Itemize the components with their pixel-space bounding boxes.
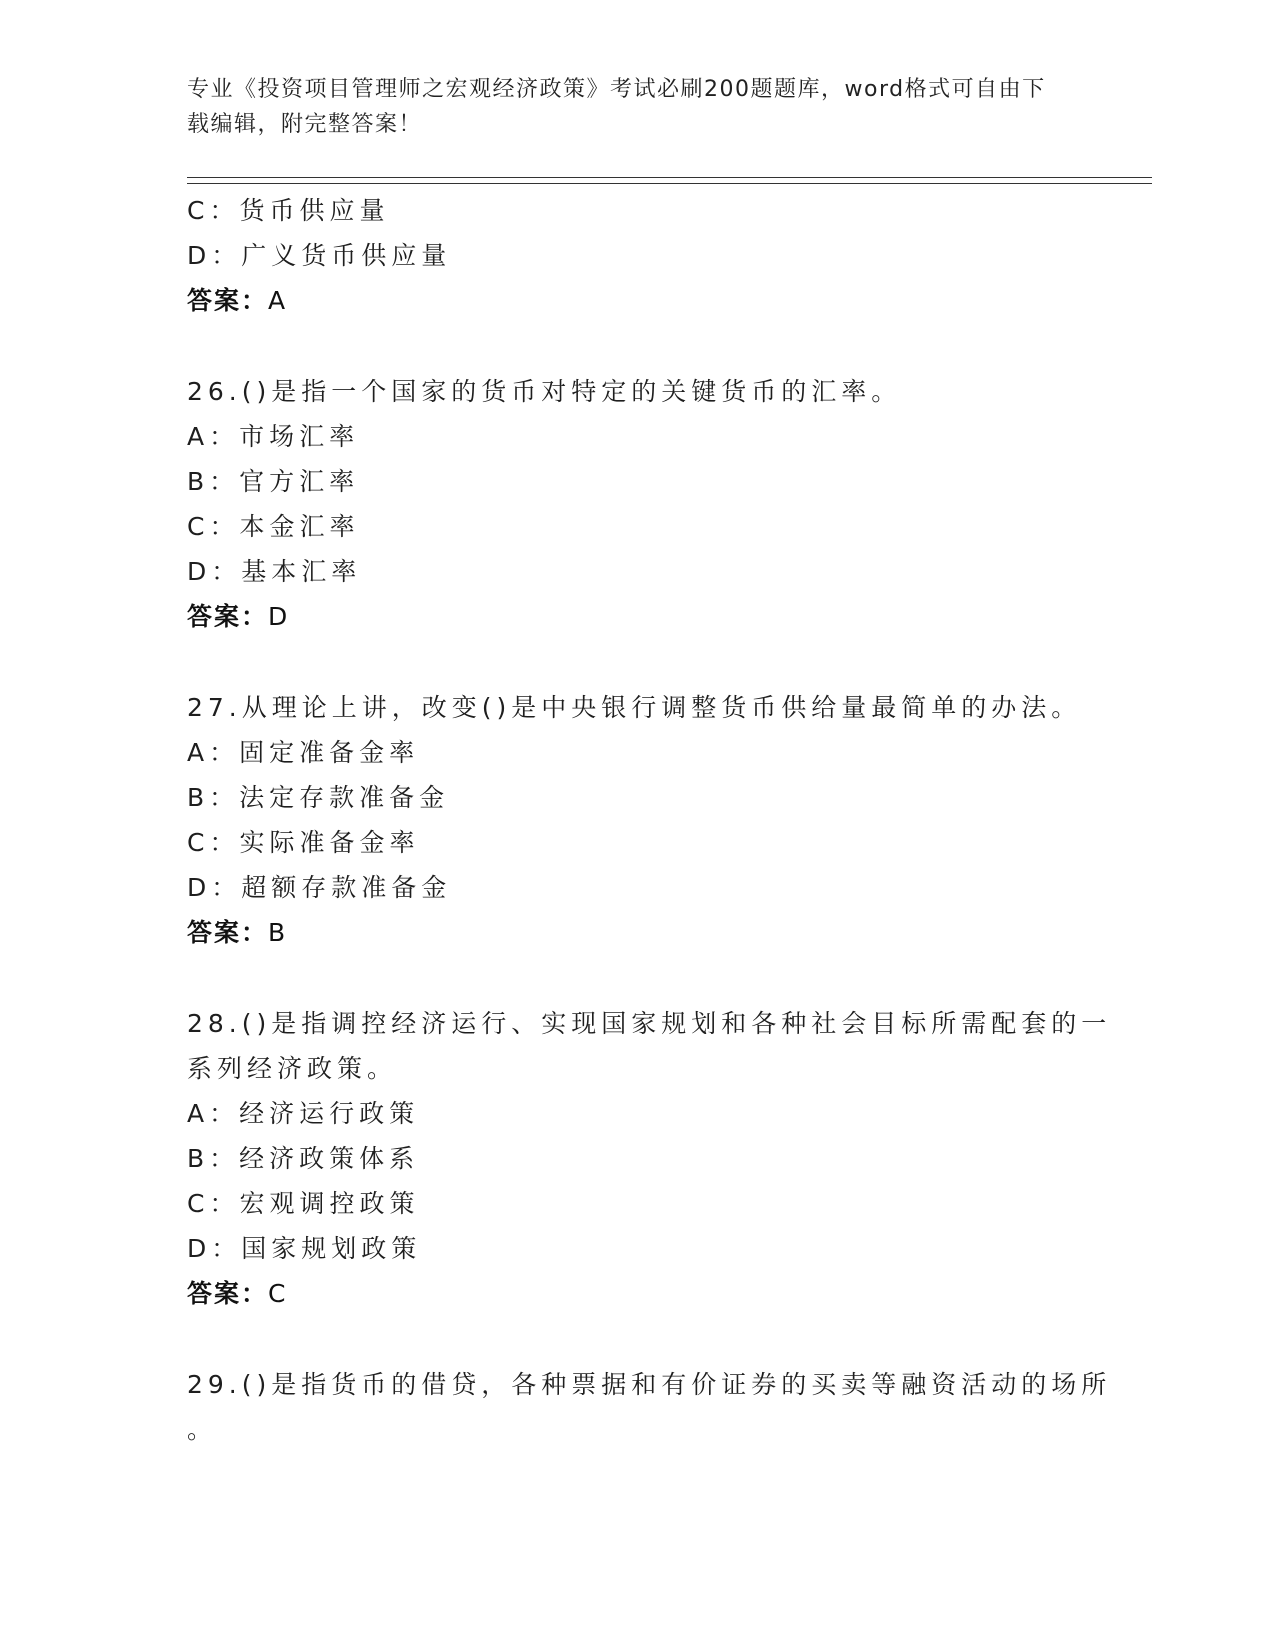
- option-a: A：市场汇率: [187, 422, 360, 451]
- question-28: [187, 1001, 1112, 1317]
- answer-line: [187, 1271, 1087, 1317]
- spacer: [187, 1317, 1087, 1362]
- question-25-partial: [187, 188, 1087, 324]
- option-b: B：法定存款准备金: [187, 783, 450, 812]
- question-list: [187, 188, 1112, 1452]
- option-d: D：基本汇率: [187, 557, 362, 586]
- answer-label: 答案：: [187, 602, 269, 631]
- question-27: [187, 685, 1087, 956]
- spacer: [187, 640, 1087, 685]
- question-text: 26.()是指一个国家的货币对特定的关键货币的汇率。: [187, 377, 902, 406]
- question-text-line-1: 29.()是指货币的借贷，各种票据和有价证券的买卖等融资活动的场所: [187, 1370, 1112, 1399]
- document-header: 专业《投资项目管理师之宏观经济政策》考试必刷200题题库，word格式可自由下载编辑，附完整答案！: [187, 77, 1046, 137]
- option-c: C：货币供应量: [187, 196, 390, 225]
- answer-line: [187, 594, 1087, 640]
- answer-line: [187, 278, 1087, 324]
- option-d: D：超额存款准备金: [187, 873, 452, 902]
- spacer: [187, 956, 1087, 1001]
- answer-value: C: [268, 1279, 288, 1308]
- question-26: [187, 369, 1087, 640]
- question-text: 27.从理论上讲，改变()是中央银行调整货币供给量最简单的办法。: [187, 693, 1082, 722]
- answer-line: [187, 910, 1087, 956]
- option-b: B：经济政策体系: [187, 1144, 420, 1173]
- answer-value: D: [268, 602, 290, 631]
- answer-label: 答案：: [187, 918, 269, 947]
- option-a: A：固定准备金率: [187, 738, 420, 767]
- option-d: D：国家规划政策: [187, 1234, 422, 1263]
- answer-value: A: [268, 286, 288, 315]
- question-29: [187, 1362, 1112, 1452]
- question-text-line-2: 。: [187, 1415, 218, 1444]
- question-text-line-1: 28.()是指调控经济运行、实现国家规划和各种社会目标所需配套的一: [187, 1009, 1112, 1038]
- option-c: C：实际准备金率: [187, 828, 420, 857]
- option-c: C：宏观调控政策: [187, 1189, 420, 1218]
- option-c: C：本金汇率: [187, 512, 360, 541]
- spacer: [187, 324, 1087, 369]
- answer-label: 答案：: [187, 286, 269, 315]
- option-d: D：广义货币供应量: [187, 241, 452, 270]
- answer-label: 答案：: [187, 1279, 269, 1308]
- option-a: A：经济运行政策: [187, 1099, 420, 1128]
- option-b: B：官方汇率: [187, 467, 360, 496]
- header-rule-bottom: [187, 183, 1152, 184]
- answer-value: B: [268, 918, 288, 947]
- question-text-line-2: 系列经济政策。: [187, 1054, 398, 1083]
- header-rule-top: [187, 177, 1152, 178]
